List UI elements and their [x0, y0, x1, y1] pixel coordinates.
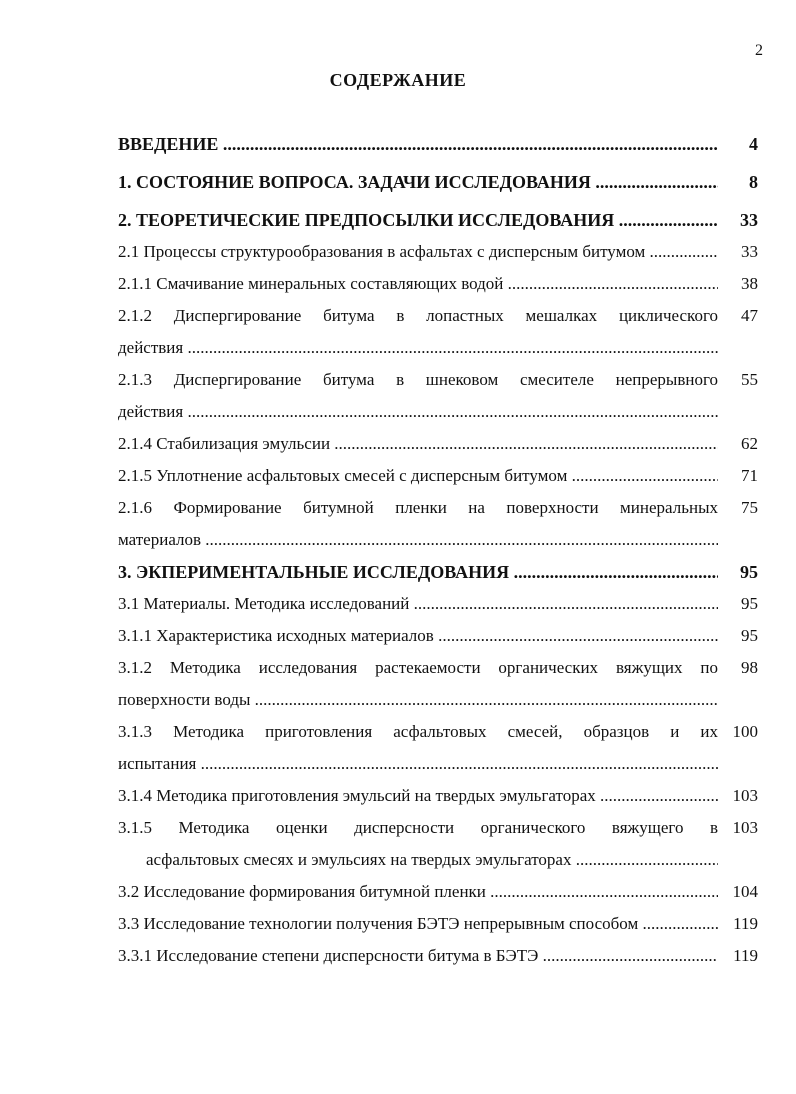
toc-entry-2-1-5 — [118, 460, 768, 492]
toc-entry-2-1-2 — [118, 300, 768, 364]
toc-entry-text: 3.2 Исследование формирования битумной пленки ..... — [118, 876, 718, 908]
toc-entry-page: 119 — [733, 946, 758, 965]
toc-entry-page: 98 — [741, 658, 758, 677]
page-number: 2 — [755, 42, 763, 59]
toc-entry-text-line1: 3.1.3 Методика приготовления асфальтовых смесей, образцов и их — [118, 722, 718, 741]
toc-title: СОДЕРЖАНИЕ — [329, 70, 467, 90]
toc-entry-2-1 — [118, 236, 768, 268]
toc-entry-text: 3.1 Материалы. Методика исследований ..... — [118, 588, 718, 620]
toc-entry-text-line1: 3.1.2 Методика исследования растекаемости органических вяжущих по — [118, 658, 718, 677]
toc-entry-text: 3.1.1 Характеристика исходных материалов ..... — [118, 620, 718, 652]
toc-entry-text-line1: 3.1.5 Методика оценки дисперсности органического вяжущего в — [118, 818, 718, 837]
toc-entry-text: 2.1.1 Смачивание минеральных составляющих водой ..... — [118, 268, 718, 300]
table-of-contents — [118, 128, 768, 972]
toc-entry-chapter-2 — [118, 204, 768, 236]
toc-entry-page: 103 — [732, 818, 758, 837]
toc-entry-page: 95 — [740, 562, 758, 582]
toc-entry-text: 2.1.4 Стабилизация эмульсии ..... — [118, 428, 718, 460]
toc-entry-chapter-3 — [118, 556, 768, 588]
toc-entry-3-1-1 — [118, 620, 768, 652]
toc-entry-page: 55 — [741, 370, 758, 389]
toc-entry-2-1-4 — [118, 428, 768, 460]
toc-entry-text-line2: материалов ..... — [118, 524, 718, 556]
toc-entry-page: 75 — [741, 498, 758, 517]
toc-entry-page: 104 — [732, 882, 758, 901]
toc-entry-text: 2.1 Процессы структурообразования в асфальтах с дисперсным битумом ..... — [118, 236, 718, 268]
toc-entry-text: 2.1.5 Уплотнение асфальтовых смесей с дисперсным битумом ..... — [118, 460, 718, 492]
toc-entry-page: 95 — [741, 626, 758, 645]
toc-entry-page: 33 — [740, 210, 758, 230]
toc-entry-text: 3.3.1 Исследование степени дисперсности битума в БЭТЭ ..... — [118, 940, 718, 972]
toc-entry-page: 33 — [741, 242, 758, 261]
toc-entry-page: 71 — [741, 466, 758, 485]
toc-entry-text: 1. СОСТОЯНИЕ ВОПРОСА. ЗАДАЧИ ИССЛЕДОВАНИЯ ..... — [118, 166, 718, 198]
toc-entry-text-line2: испытания ..... — [118, 748, 718, 780]
toc-entry-3-3-1 — [118, 940, 768, 972]
toc-entry-chapter-1 — [118, 166, 768, 198]
toc-entry-3-1-2 — [118, 652, 768, 716]
toc-entry-page: 100 — [732, 722, 758, 741]
toc-entry-3-2 — [118, 876, 768, 908]
toc-entry-text: 3.3 Исследование технологии получения БЭТЭ непрерывным способом ..... — [118, 908, 718, 940]
toc-entry-text-line2: поверхности воды ..... — [118, 684, 718, 716]
toc-entry-text-line2: асфальтовых смесях и эмульсиях на твердых эмульгаторах ..... — [118, 844, 718, 876]
toc-entry-page: 8 — [749, 172, 758, 192]
toc-entry-2-1-6 — [118, 492, 768, 556]
toc-entry-2-1-3 — [118, 364, 768, 428]
toc-entry-3-1-5 — [118, 812, 768, 876]
toc-entry-3-1 — [118, 588, 768, 620]
toc-entry-text-line1: 2.1.3 Диспергирование битума в шнековом смесителе непрерывного — [118, 370, 718, 389]
toc-entry-page: 38 — [741, 274, 758, 293]
toc-entry-page: 103 — [732, 786, 758, 805]
toc-entry-page: 62 — [741, 434, 758, 453]
toc-entry-text: 3.1.4 Методика приготовления эмульсий на твердых эмульгаторах ..... — [118, 780, 718, 812]
toc-entry-text-line2: действия ..... — [118, 332, 718, 364]
toc-entry-text-line1: 2.1.2 Диспергирование битума в лопастных мешалках циклического — [118, 306, 718, 325]
toc-entry-text: ВВЕДЕНИЕ ..... — [118, 128, 718, 160]
toc-entry-page: 95 — [741, 594, 758, 613]
toc-entry-text: 2. ТЕОРЕТИЧЕСКИЕ ПРЕДПОСЫЛКИ ИССЛЕДОВАНИЯ ..... — [118, 204, 718, 236]
toc-entry-page: 119 — [733, 914, 758, 933]
toc-entry-3-1-4 — [118, 780, 768, 812]
toc-entry-2-1-1 — [118, 268, 768, 300]
toc-entry-text-line2: действия ..... — [118, 396, 718, 428]
toc-entry-3-1-3 — [118, 716, 768, 780]
toc-entry-text-line1: 2.1.6 Формирование битумной пленки на поверхности минеральных — [118, 498, 718, 517]
toc-entry-3-3 — [118, 908, 768, 940]
toc-entry-page: 47 — [741, 306, 758, 325]
toc-entry-text: 3. ЭКПЕРИМЕНТАЛЬНЫЕ ИССЛЕДОВАНИЯ ..... — [118, 556, 718, 588]
toc-entry-introduction — [118, 128, 768, 160]
toc-entry-page: 4 — [749, 134, 758, 154]
